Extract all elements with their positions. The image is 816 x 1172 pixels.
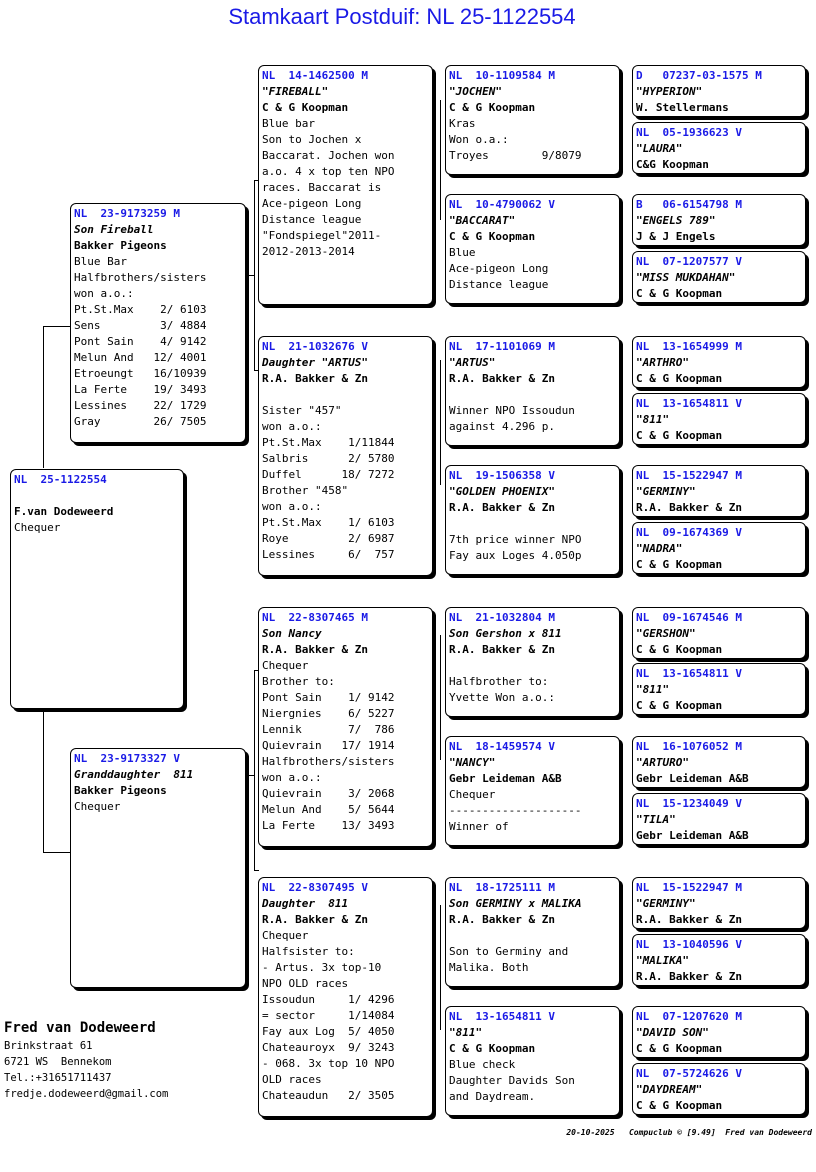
ring-number: NL 07-1207620 M <box>636 1010 742 1023</box>
breeder: R.A. Bakker & Zn <box>449 643 555 656</box>
owner-email: fredje.dodeweerd@gmail.com <box>4 1088 169 1100</box>
detail-line: Blue check <box>449 1058 516 1071</box>
ancestor-card <box>632 251 806 303</box>
detail-line: -------------------- <box>449 804 582 817</box>
detail-line: Pt.St.Max 1/11844 <box>262 436 395 449</box>
breeder: C & G Koopman <box>636 429 723 442</box>
ring-number: NL 21-1032804 M <box>449 611 555 624</box>
owner-city: 6721 WS Bennekom <box>4 1056 112 1068</box>
detail-line: won a.o.: <box>262 771 322 784</box>
detail-line: won a.o.: <box>262 420 322 433</box>
ancestor-card <box>632 934 806 986</box>
pigeon-name: Son Fireball <box>74 223 154 236</box>
detail-line: La Ferte 13/ 3493 <box>262 819 395 832</box>
pigeon-name: "ARTUS" <box>449 356 496 369</box>
pigeon-name: "JOCHEN" <box>449 85 502 98</box>
pigeon-name: Granddaughter 811 <box>74 768 194 781</box>
detail-line: Gray 26/ 7505 <box>74 415 207 428</box>
detail-line: Halfbrother to: <box>449 675 549 688</box>
great-grandparent-card <box>445 736 620 846</box>
ancestor-card <box>632 465 806 517</box>
detail-line: Chequer <box>449 788 496 801</box>
dam-card <box>70 748 246 988</box>
detail-line: Etroeungt 16/10939 <box>74 367 207 380</box>
detail-line: Distance league <box>262 213 362 226</box>
detail-line: Chequer <box>74 800 121 813</box>
pigeon-name: "GERSHON" <box>636 627 696 640</box>
breeder: W. Stellermans <box>636 101 729 114</box>
breeder: C & G Koopman <box>449 1042 536 1055</box>
detail-line: Halfbrothers/sisters <box>262 755 395 768</box>
detail-line: Halfsister to: <box>262 945 355 958</box>
ring-number: NL 10-1109584 M <box>449 69 555 82</box>
subject-card <box>10 469 184 709</box>
pigeon-name: "BACCARAT" <box>449 214 516 227</box>
breeder: R.A. Bakker & Zn <box>262 913 368 926</box>
breeder: Gebr Leideman A&B <box>636 829 749 842</box>
detail-line: Sister "457" <box>262 404 342 417</box>
pigeon-name: Son Gershon x 811 <box>449 627 562 640</box>
ancestor-card <box>632 65 806 117</box>
detail-line: won a.o.: <box>262 500 322 513</box>
pigeon-name: Son GERMINY x MALIKA <box>449 897 582 910</box>
owner-block <box>4 1018 168 1102</box>
ring-number: NL 22-8307465 M <box>262 611 368 624</box>
detail-line: Daughter Davids Son <box>449 1074 575 1087</box>
pigeon-name: Daughter 811 <box>262 897 349 910</box>
detail-line: - 068. 3x top 10 NPO <box>262 1057 395 1070</box>
ring-number: NL 13-1040596 V <box>636 938 742 951</box>
detail-line: Ace-pigeon Long <box>262 197 362 210</box>
breeder: C & G Koopman <box>449 101 536 114</box>
detail-line: Melun And 5/ 5644 <box>262 803 395 816</box>
breeder: C & G Koopman <box>636 558 723 571</box>
detail-line: Won o.a.: <box>449 133 509 146</box>
ancestor-card <box>632 607 806 659</box>
detail-line: Quievrain 3/ 2068 <box>262 787 395 800</box>
ring-number: NL 18-1725111 M <box>449 881 555 894</box>
detail-line <box>449 658 616 674</box>
breeder: R.A. Bakker & Zn <box>636 913 742 926</box>
pigeon-name: "ENGELS 789" <box>636 214 716 227</box>
pigeon-name: "TILA" <box>636 813 676 826</box>
detail-line: Quievrain 17/ 1914 <box>262 739 395 752</box>
great-grandparent-card <box>445 65 620 175</box>
ring-number: NL 15-1234049 V <box>636 797 742 810</box>
breeder: Bakker Pigeons <box>74 784 167 797</box>
ring-number: NL 15-1522947 M <box>636 881 742 894</box>
great-grandparent-card <box>445 194 620 304</box>
detail-line: Fay aux Loges 4.050p <box>449 549 582 562</box>
detail-line <box>449 516 616 532</box>
detail-line: Winner of <box>449 820 509 833</box>
detail-line: a.o. 4 x top ten NPO <box>262 165 395 178</box>
ancestor-card <box>632 194 806 246</box>
ring-number: NL 25-1122554 <box>14 473 107 486</box>
great-grandparent-card <box>445 465 620 575</box>
detail-line: Chateauroyx 9/ 3243 <box>262 1041 395 1054</box>
detail-line: Melun And 12/ 4001 <box>74 351 207 364</box>
pigeon-name: "NADRA" <box>636 542 683 555</box>
ring-number: NL 21-1032676 V <box>262 340 368 353</box>
detail-line: Lennik 7/ 786 <box>262 723 395 736</box>
breeder: C & G Koopman <box>449 230 536 243</box>
ring-number: NL 15-1522947 M <box>636 469 742 482</box>
ancestor-card <box>632 522 806 574</box>
breeder: C & G Koopman <box>636 1099 723 1112</box>
ring-number: NL 23-9173327 V <box>74 752 180 765</box>
grandparent-card <box>258 65 433 305</box>
pigeon-name: "ARTURO" <box>636 756 689 769</box>
detail-line: Lessines 6/ 757 <box>262 548 395 561</box>
pigeon-name: "DAYDREAM" <box>636 1083 703 1096</box>
detail-line: Pt.St.Max 2/ 6103 <box>74 303 207 316</box>
ancestor-card <box>632 336 806 388</box>
ring-number: NL 17-1101069 M <box>449 340 555 353</box>
detail-line <box>262 387 429 403</box>
detail-line: Chequer <box>14 521 61 534</box>
grandparent-card <box>258 336 433 576</box>
breeder: R.A. Bakker & Zn <box>449 913 555 926</box>
detail-line: Kras <box>449 117 476 130</box>
breeder: R.A. Bakker & Zn <box>449 372 555 385</box>
pigeon-name: "811" <box>636 683 670 696</box>
detail-line: Yvette Won a.o.: <box>449 691 555 704</box>
detail-line: Issoudun 1/ 4296 <box>262 993 395 1006</box>
ring-number: NL 23-9173259 M <box>74 207 180 220</box>
breeder: J & J Engels <box>636 230 716 243</box>
pigeon-name: "HYPERION" <box>636 85 703 98</box>
detail-line: Brother "458" <box>262 484 349 497</box>
ancestor-card <box>632 393 806 445</box>
pigeon-name: "MISS MUKDAHAN" <box>636 271 736 284</box>
breeder: C & G Koopman <box>636 372 723 385</box>
detail-line: Pt.St.Max 1/ 6103 <box>262 516 395 529</box>
ring-number: NL 09-1674546 M <box>636 611 742 624</box>
detail-line: races. Baccarat is <box>262 181 382 194</box>
ring-number: NL 07-1207577 V <box>636 255 742 268</box>
ring-number: NL 16-1076052 M <box>636 740 742 753</box>
detail-line: Blue bar <box>262 117 315 130</box>
breeder: R.A. Bakker & Zn <box>262 643 368 656</box>
detail-line: Baccarat. Jochen won <box>262 149 395 162</box>
ancestor-card <box>632 122 806 174</box>
pigeon-name: "ARTHRO" <box>636 356 689 369</box>
detail-line: Lessines 22/ 1729 <box>74 399 207 412</box>
ancestor-card <box>632 793 806 845</box>
pigeon-name: "GERMINY" <box>636 897 696 910</box>
detail-line: and Daydream. <box>449 1090 536 1103</box>
page-title: Stamkaart Postduif: NL 25-1122554 <box>228 4 576 29</box>
detail-line: Sens 3/ 4884 <box>74 319 207 332</box>
detail-line: Chequer <box>262 929 309 942</box>
great-grandparent-card <box>445 877 620 987</box>
ring-number: NL 13-1654811 V <box>449 1010 555 1023</box>
detail-line: Son to Jochen x <box>262 133 362 146</box>
detail-line: Son to Germiny and <box>449 945 569 958</box>
ring-number: NL 19-1506358 V <box>449 469 555 482</box>
ring-number: NL 22-8307495 V <box>262 881 368 894</box>
breeder: C&G Koopman <box>636 158 709 171</box>
ring-number: NL 14-1462500 M <box>262 69 368 82</box>
footer-credit: 20-10-2025 Compuclub © [9.49] Fred van Dodeweerd <box>566 1128 812 1137</box>
detail-line: Chequer <box>262 659 309 672</box>
detail-line: NPO OLD races <box>262 977 349 990</box>
pigeon-name: "FIREBALL" <box>262 85 329 98</box>
grandparent-card <box>258 877 433 1117</box>
pigeon-name: Daughter "ARTUS" <box>262 356 368 369</box>
breeder: R.A. Bakker & Zn <box>636 970 742 983</box>
pigeon-name: "GERMINY" <box>636 485 696 498</box>
detail-line: Malika. Both <box>449 961 529 974</box>
owner-name: Fred van Dodeweerd <box>4 1020 156 1036</box>
ring-number: NL 13-1654811 V <box>636 667 742 680</box>
detail-line: Ace-pigeon Long <box>449 262 549 275</box>
detail-line: Salbris 2/ 5780 <box>262 452 395 465</box>
great-grandparent-card <box>445 1006 620 1116</box>
detail-line: Roye 2/ 6987 <box>262 532 395 545</box>
pigeon-name: Son Nancy <box>262 627 322 640</box>
detail-line: = sector 1/14084 <box>262 1009 395 1022</box>
detail-line: Fay aux Log 5/ 4050 <box>262 1025 395 1038</box>
ring-number: NL 07-5724626 V <box>636 1067 742 1080</box>
detail-line: Chateaudun 2/ 3505 <box>262 1089 395 1102</box>
detail-line: Winner NPO Issoudun <box>449 404 575 417</box>
detail-line: against 4.296 p. <box>449 420 555 433</box>
breeder: C & G Koopman <box>636 1042 723 1055</box>
pigeon-name: "811" <box>449 1026 483 1039</box>
breeder: Bakker Pigeons <box>74 239 167 252</box>
detail-line: Troyes 9/8079 <box>449 149 582 162</box>
detail-line: Halfbrothers/sisters <box>74 271 207 284</box>
owner-phone: Tel.:+31651711437 <box>4 1072 112 1084</box>
breeder: C & G Koopman <box>636 287 723 300</box>
detail-line: La Ferte 19/ 3493 <box>74 383 207 396</box>
pigeon-name: "GOLDEN PHOENIX" <box>449 485 555 498</box>
breeder: R.A. Bakker & Zn <box>262 372 368 385</box>
great-grandparent-card <box>445 607 620 717</box>
detail-line: 7th price winner NPO <box>449 533 582 546</box>
pigeon-name: "LAURA" <box>636 142 683 155</box>
ancestor-card <box>632 663 806 715</box>
detail-line: Pont Sain 1/ 9142 <box>262 691 395 704</box>
detail-line: Brother to: <box>262 675 335 688</box>
detail-line <box>449 387 616 403</box>
breeder: F.van Dodeweerd <box>14 505 114 518</box>
breeder: R.A. Bakker & Zn <box>636 501 742 514</box>
ancestor-card <box>632 1063 806 1115</box>
ring-number: NL 13-1654811 V <box>636 397 742 410</box>
pigeon-name: "MALIKA" <box>636 954 689 967</box>
ring-number: NL 10-4790062 V <box>449 198 555 211</box>
pigeon-name: "DAVID SON" <box>636 1026 709 1039</box>
detail-line: Niergnies 6/ 5227 <box>262 707 395 720</box>
breeder: Gebr Leideman A&B <box>449 772 562 785</box>
detail-line: 2012-2013-2014 <box>262 245 355 258</box>
breeder: Gebr Leideman A&B <box>636 772 749 785</box>
ring-number: NL 18-1459574 V <box>449 740 555 753</box>
ring-number: NL 05-1936623 V <box>636 126 742 139</box>
detail-line <box>449 928 616 944</box>
detail-line: won a.o.: <box>74 287 134 300</box>
ancestor-card <box>632 1006 806 1058</box>
sire-card <box>70 203 246 443</box>
ancestor-card <box>632 877 806 929</box>
detail-line: - Artus. 3x top-10 <box>262 961 382 974</box>
owner-address: Brinkstraat 61 <box>4 1040 93 1052</box>
pigeon-name: "NANCY" <box>449 756 496 769</box>
ring-number: NL 09-1674369 V <box>636 526 742 539</box>
breeder: C & G Koopman <box>262 101 349 114</box>
ring-number: D 07237-03-1575 M <box>636 69 762 82</box>
grandparent-card <box>258 607 433 847</box>
great-grandparent-card <box>445 336 620 446</box>
breeder: R.A. Bakker & Zn <box>449 501 555 514</box>
detail-line: Blue <box>449 246 476 259</box>
pigeon-name: "811" <box>636 413 670 426</box>
ring-number: B 06-6154798 M <box>636 198 742 211</box>
breeder: C & G Koopman <box>636 643 723 656</box>
detail-line: Blue Bar <box>74 255 127 268</box>
detail-line: "Fondspiegel"2011- <box>262 229 382 242</box>
detail-line: Duffel 18/ 7272 <box>262 468 395 481</box>
detail-line: Pont Sain 4/ 9142 <box>74 335 207 348</box>
detail-line: OLD races <box>262 1073 322 1086</box>
breeder: C & G Koopman <box>636 699 723 712</box>
ring-number: NL 13-1654999 M <box>636 340 742 353</box>
detail-line: Distance league <box>449 278 549 291</box>
ancestor-card <box>632 736 806 788</box>
